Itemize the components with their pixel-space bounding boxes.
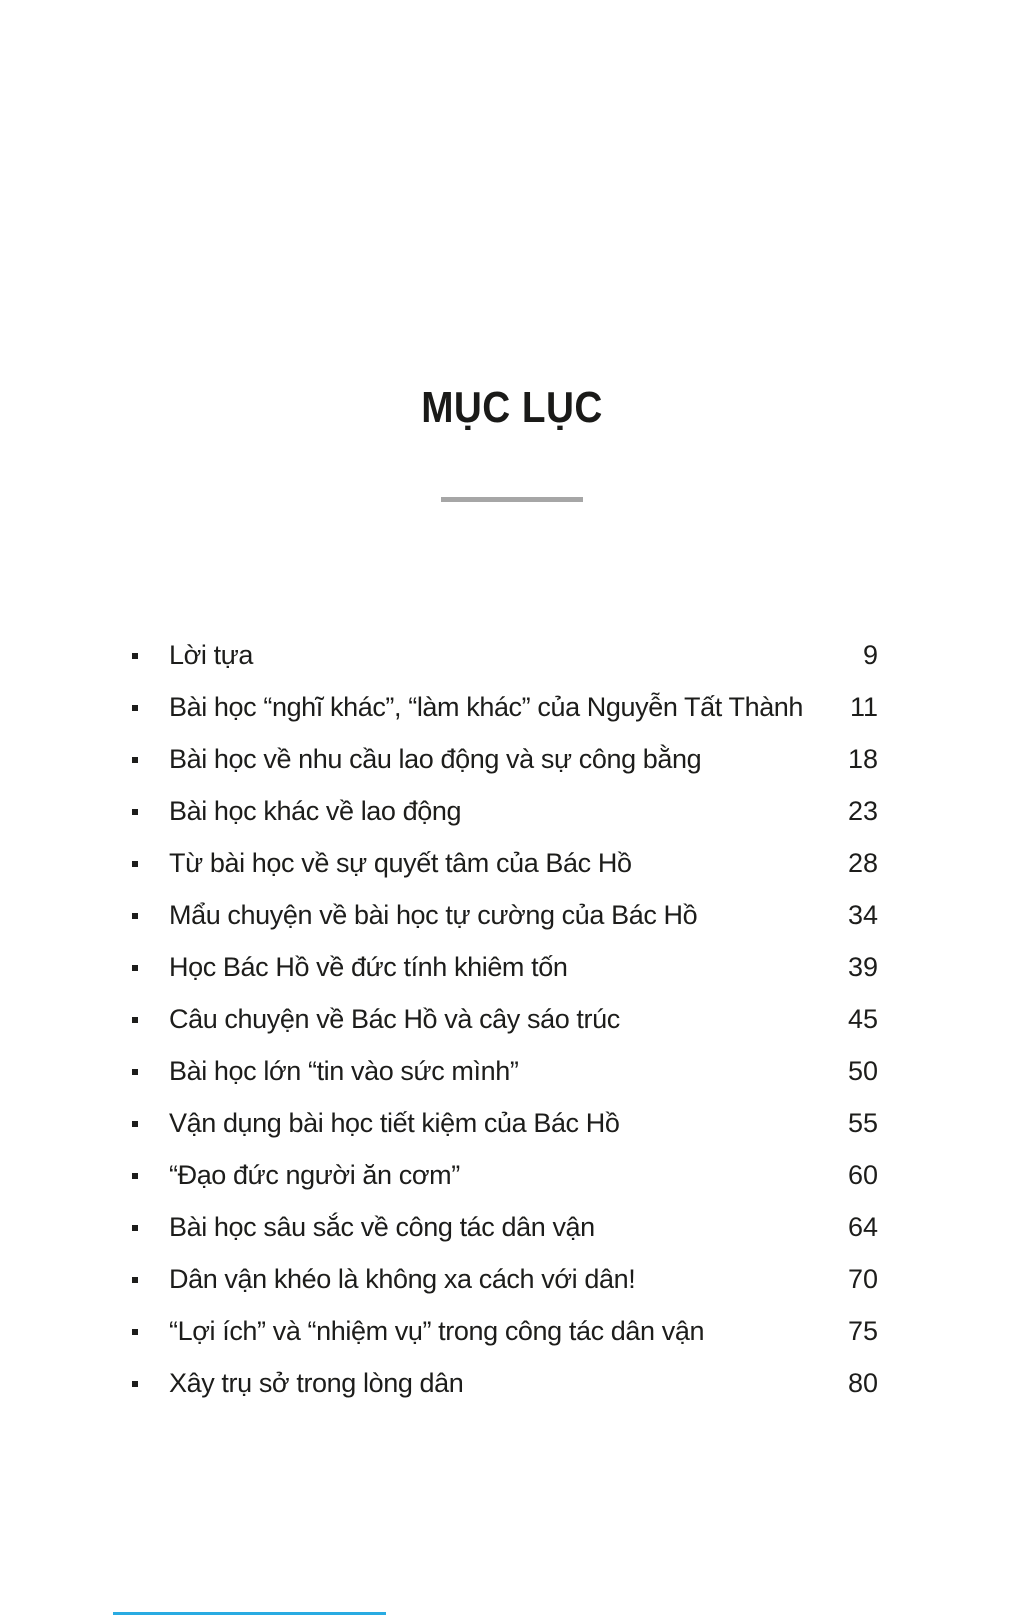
toc-row <box>132 1045 878 1097</box>
toc-entry-page: 75 <box>847 1315 878 1346</box>
toc-entry-page: 80 <box>847 1367 878 1398</box>
toc-entry-title: Bài học về nhu cầu lao động và sự công bằng <box>169 743 702 774</box>
toc-entry-title: Vận dụng bài học tiết kiệm của Bác Hồ <box>169 1107 620 1138</box>
toc-entry-page: 39 <box>847 951 878 982</box>
toc-row <box>132 733 878 785</box>
bullet-icon <box>132 1225 138 1231</box>
toc-row <box>132 889 878 941</box>
toc-entry-page: 45 <box>847 1003 878 1034</box>
toc-entry-title: Dân vận khéo là không xa cách với dân! <box>169 1263 636 1294</box>
toc-row <box>132 1357 878 1409</box>
toc-row <box>132 1253 878 1305</box>
toc-row <box>132 681 878 733</box>
toc-entry-title: Mẩu chuyện về bài học tự cường của Bác Hồ <box>169 899 698 930</box>
toc-entry-page: 11 <box>849 691 878 722</box>
toc-row <box>132 1201 878 1253</box>
toc-row <box>132 837 878 889</box>
bullet-icon <box>132 1069 138 1075</box>
bullet-icon <box>132 653 138 659</box>
toc-entry-title: Từ bài học về sự quyết tâm của Bác Hồ <box>169 847 632 878</box>
toc-entry-title: Lời tựa <box>169 639 254 670</box>
toc-entry-page: 50 <box>847 1055 878 1086</box>
toc-entry-page: 23 <box>847 795 878 826</box>
title-divider <box>441 497 583 502</box>
bullet-icon <box>132 861 138 867</box>
toc-entry-title: Học Bác Hồ về đức tính khiêm tốn <box>169 951 568 982</box>
toc-entry-page: 60 <box>847 1159 878 1190</box>
bullet-icon <box>132 1017 138 1023</box>
toc-entry-page: 18 <box>847 743 878 774</box>
bullet-icon <box>132 809 138 815</box>
toc-entry-page: 55 <box>847 1107 878 1138</box>
toc-row <box>132 993 878 1045</box>
toc-entry-page: 28 <box>847 847 878 878</box>
toc-entry-title: Bài học “nghĩ khác”, “làm khác” của Nguyễn Tất Thành <box>169 691 804 722</box>
toc-entry-title: “Lợi ích” và “nhiệm vụ” trong công tác dân vận <box>169 1315 705 1346</box>
toc-entry-page: 70 <box>847 1263 878 1294</box>
bullet-icon <box>132 1329 138 1335</box>
toc-entry-title: Bài học lớn “tin vào sức mình” <box>169 1055 519 1086</box>
toc-entry-page: 9 <box>862 639 878 670</box>
toc-row <box>132 1097 878 1149</box>
toc-row <box>132 941 878 993</box>
toc-entry-title: Xây trụ sở trong lòng dân <box>169 1367 464 1398</box>
toc-entry-page: 34 <box>847 899 878 930</box>
bullet-icon <box>132 965 138 971</box>
bullet-icon <box>132 1381 138 1387</box>
bullet-icon <box>132 1277 138 1283</box>
toc-entry-title: Bài học sâu sắc về công tác dân vận <box>169 1211 595 1242</box>
toc-entry-title: Bài học khác về lao động <box>169 795 462 826</box>
toc-row <box>132 1305 878 1357</box>
bullet-icon <box>132 913 138 919</box>
toc-row <box>132 1149 878 1201</box>
toc-entry-title: “Đạo đức người ăn cơm” <box>169 1159 460 1190</box>
toc-row <box>132 785 878 837</box>
toc-entry-page: 64 <box>847 1211 878 1242</box>
bullet-icon <box>132 1121 138 1127</box>
bullet-icon <box>132 757 138 763</box>
bullet-icon <box>132 1173 138 1179</box>
page-title: MỤC LỤC <box>421 383 603 432</box>
bullet-icon <box>132 705 138 711</box>
toc-list <box>132 629 878 1409</box>
toc-row <box>132 629 878 681</box>
toc-entry-title: Câu chuyện về Bác Hồ và cây sáo trúc <box>169 1003 620 1034</box>
